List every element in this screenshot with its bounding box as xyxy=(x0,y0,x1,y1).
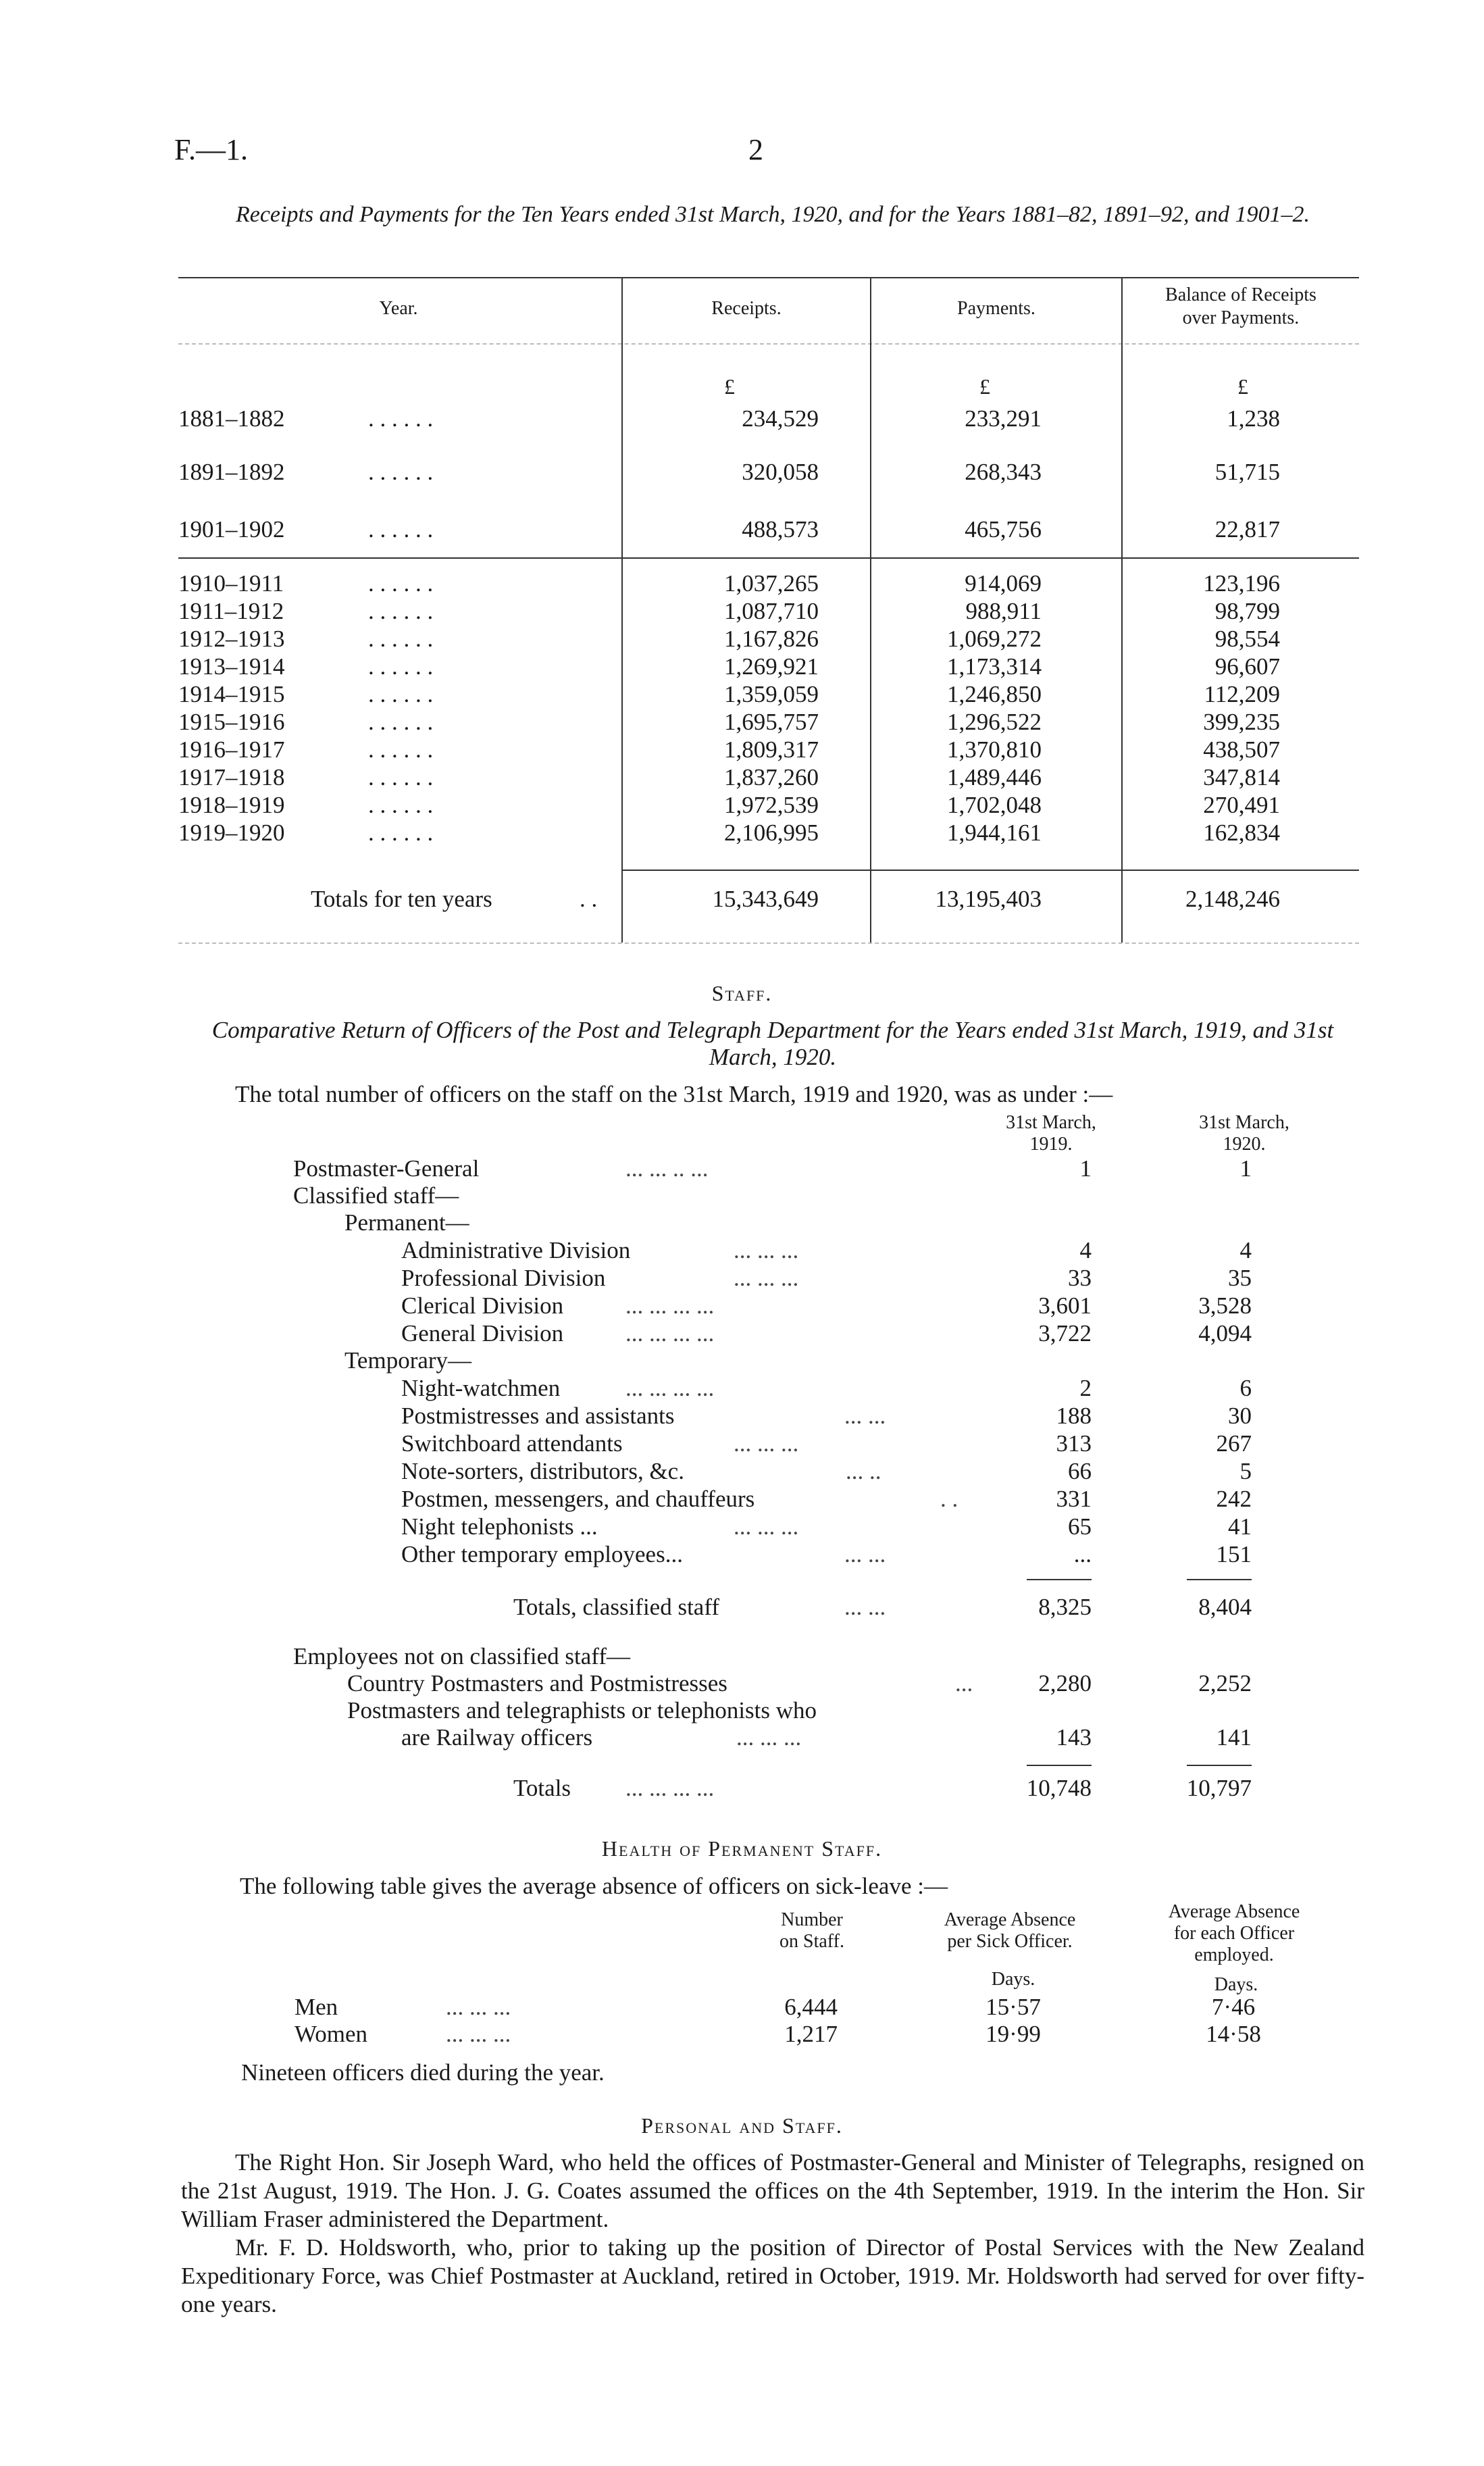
table-row xyxy=(0,819,1484,847)
dot-leader: . . . . . . xyxy=(368,820,434,846)
staff-group-label xyxy=(0,1642,1484,1671)
value-1919: ... xyxy=(1073,1541,1092,1567)
value-1920: 4 xyxy=(1239,1237,1252,1263)
dot-leader: . . . . . . xyxy=(368,792,434,818)
col-header-1920 xyxy=(1183,1112,1305,1155)
value-1919: 2,280 xyxy=(1038,1670,1092,1696)
balance-cell: 123,196 xyxy=(1203,570,1280,597)
balance-cell: 1,238 xyxy=(1227,405,1280,432)
year-cell: 1901–1902 xyxy=(178,516,285,543)
year-cell: 1915–1916 xyxy=(178,709,285,735)
payments-cell: 1,702,048 xyxy=(947,792,1042,818)
dot-leader: . . . . . . xyxy=(368,459,434,485)
payments-cell: 988,911 xyxy=(965,598,1042,624)
dot-leader: ... ... xyxy=(844,1594,886,1620)
balance-cell: 270,491 xyxy=(1203,792,1280,818)
col-header-year: Year. xyxy=(379,298,418,319)
dot-leader: ... ... xyxy=(844,1541,886,1567)
staff-row xyxy=(0,1540,1484,1569)
page-number: 2 xyxy=(748,133,763,166)
value-1920: 6 xyxy=(1239,1375,1252,1401)
payments-cell: 268,343 xyxy=(965,459,1042,485)
dot-leader: ... ... ... ... xyxy=(625,1375,715,1401)
dot-leader: ... ... .. ... xyxy=(625,1155,709,1182)
balance-cell: 96,607 xyxy=(1214,653,1280,680)
temporary-label: Temporary— xyxy=(344,1347,472,1374)
payments-cell: 1,246,850 xyxy=(947,681,1042,707)
staff-row xyxy=(0,1155,1484,1183)
personal-paragraph-2: Mr. F. D. Holdsworth, who, prior to taking up the position of Director of Postal Services with the New Zealand Expeditionary Force, was Chief Postmaster at Auckland, retired in October, 1919. Mr. Holdsworth had served for over fifty-one years. xyxy=(181,2234,1364,2317)
payments-cell: 1,069,272 xyxy=(947,626,1042,652)
receipts-cell: 1,809,317 xyxy=(724,736,819,763)
payments-cell: 1,944,161 xyxy=(947,820,1042,846)
staff-row xyxy=(0,1236,1484,1265)
col-header-avg-each-line1: Average Absence xyxy=(1168,1901,1300,1922)
staff-row-label: Postmistresses and assistants xyxy=(401,1403,675,1429)
dot-leader: . . . . . . xyxy=(368,598,434,624)
dot-leader: ... ... ... ... xyxy=(625,1292,715,1319)
value-1920: 2,252 xyxy=(1198,1670,1252,1696)
payments-cell: 233,291 xyxy=(965,405,1042,432)
col-header-avg-each xyxy=(1143,1901,1325,1966)
avg-absence-each: 14·58 xyxy=(1206,2021,1261,2047)
dot-leader: ... .. xyxy=(846,1458,881,1484)
staff-group-label xyxy=(0,1182,1484,1210)
dot-leader: . . . . . . xyxy=(368,681,434,707)
dot-leader: ... ... ... xyxy=(736,1724,802,1751)
avg-absence-sick: 19·99 xyxy=(986,2021,1041,2047)
year-cell: 1881–1882 xyxy=(178,405,285,432)
year-cell: 1910–1911 xyxy=(178,570,284,597)
table-top-rule xyxy=(178,277,1359,278)
staff-row-label: Switchboard attendants xyxy=(401,1430,623,1457)
health-row xyxy=(0,1993,1484,2021)
staff-total-row xyxy=(0,1593,1484,1621)
payments-cell: 1,173,314 xyxy=(947,653,1042,680)
staff-row xyxy=(0,1513,1484,1541)
dot-leader: ... ... ... xyxy=(734,1513,799,1540)
health-section-title: Health of Permanent Staff. xyxy=(601,1836,883,1861)
value-1920: 41 xyxy=(1228,1513,1252,1540)
staff-row-label: Other temporary employees... xyxy=(401,1541,683,1567)
staff-caption: Comparative Return of Officers of the Post and Telegraph Department for the Years ended 31st March, 1919, and 31st March, 1920. xyxy=(211,1017,1334,1070)
dot-leader: . . . . . . xyxy=(368,764,434,790)
health-intro: The following table gives the average absence of officers on sick-leave :— xyxy=(240,1873,948,1899)
col-header-1920-line1: 31st March, xyxy=(1199,1112,1289,1133)
receipts-cell: 488,573 xyxy=(742,516,819,543)
col-header-1919-line2: 1919. xyxy=(1029,1134,1073,1155)
balance-cell: 162,834 xyxy=(1203,820,1280,846)
col-header-1919-line1: 31st March, xyxy=(1006,1112,1096,1133)
col-header-number xyxy=(744,1909,879,1953)
staff-row xyxy=(0,1723,1484,1752)
avg-absence-each: 7·46 xyxy=(1211,1994,1256,2020)
staff-row xyxy=(0,1402,1484,1430)
staff-row-continued xyxy=(0,1696,1484,1725)
not-classified-label: Employees not on classified staff— xyxy=(293,1643,630,1669)
balance-cell: 438,507 xyxy=(1203,736,1280,763)
staff-row-label: Country Postmasters and Postmistresses xyxy=(347,1670,727,1696)
totals-top-rule xyxy=(621,870,1359,871)
year-cell: 1913–1914 xyxy=(178,653,285,680)
value-1920: 3,528 xyxy=(1198,1292,1252,1319)
balance-total: 2,148,246 xyxy=(1185,886,1280,912)
dot-leader: . . . . . . xyxy=(368,516,434,543)
payments-cell: 1,370,810 xyxy=(947,736,1042,763)
receipts-table-caption: Receipts and Payments for the Ten Years ended 31st March, 1920, and for the Years 1881–82, 1891–92, and 1901–2. xyxy=(235,202,1310,227)
value-1919: 1 xyxy=(1079,1155,1092,1182)
value-1919: 66 xyxy=(1068,1458,1092,1484)
col-header-avg-sick xyxy=(919,1909,1101,1953)
table-row xyxy=(0,515,1484,544)
staff-row-label: Clerical Division xyxy=(401,1292,564,1319)
col-header-1920-line2: 1920. xyxy=(1223,1134,1266,1155)
value-1919: 8,325 xyxy=(1038,1594,1092,1620)
col-header-balance-line2: over Payments. xyxy=(1182,307,1300,328)
table-row xyxy=(0,458,1484,486)
dot-leader: ... ... xyxy=(844,1403,886,1429)
staff-group-label xyxy=(0,1209,1484,1237)
total-rule-1920 xyxy=(1187,1765,1252,1766)
staff-row-label: Administrative Division xyxy=(401,1237,631,1263)
staff-row-label: Postmaster-General xyxy=(293,1155,480,1182)
table-row xyxy=(0,736,1484,764)
staff-row-label: Professional Division xyxy=(401,1265,606,1291)
total-rule-1919 xyxy=(1027,1765,1092,1766)
staff-row xyxy=(0,1292,1484,1320)
payments-cell: 1,489,446 xyxy=(947,764,1042,790)
col-header-avg-each-line3: employed. xyxy=(1194,1944,1274,1965)
col-header-balance xyxy=(1123,284,1359,330)
receipts-cell: 1,269,921 xyxy=(724,653,819,680)
number-on-staff: 1,217 xyxy=(784,2021,838,2047)
table-row xyxy=(0,653,1484,681)
totals-label: Totals for ten years xyxy=(311,886,492,912)
table-row xyxy=(0,570,1484,598)
table-row xyxy=(0,763,1484,792)
railway-label-line1: Postmasters and telegraphists or telephonists who xyxy=(347,1697,817,1723)
avg-absence-sick: 15·57 xyxy=(986,1994,1041,2020)
dot-leader: . . . . . . xyxy=(368,709,434,735)
days-label-each: Days. xyxy=(1214,1974,1258,1995)
table-row xyxy=(0,597,1484,626)
table-bottom-rule xyxy=(178,942,1359,944)
balance-cell: 399,235 xyxy=(1203,709,1280,735)
year-cell: 1912–1913 xyxy=(178,626,285,652)
year-cell: 1916–1917 xyxy=(178,736,285,763)
dot-leader: . . . . . . xyxy=(368,405,434,432)
year-cell: 1918–1919 xyxy=(178,792,285,818)
staff-row xyxy=(0,1669,1484,1698)
staff-row-label: Night-watchmen xyxy=(401,1375,561,1401)
balance-cell: 22,817 xyxy=(1214,516,1280,543)
receipts-cell: 2,106,995 xyxy=(724,820,819,846)
col-header-number-line1: Number xyxy=(781,1909,843,1930)
staff-row xyxy=(0,1485,1484,1513)
value-1920: 5 xyxy=(1239,1458,1252,1484)
header-bottom-rule xyxy=(178,343,1359,345)
balance-cell: 51,715 xyxy=(1214,459,1280,485)
payments-total: 13,195,403 xyxy=(935,886,1042,912)
unit-payments: £ xyxy=(979,374,990,399)
unit-receipts: £ xyxy=(724,374,735,399)
balance-cell: 347,814 xyxy=(1203,764,1280,790)
staff-row xyxy=(0,1457,1484,1486)
deaths-note: Nineteen officers died during the year. xyxy=(241,2059,605,2086)
value-1919: 10,748 xyxy=(1026,1775,1092,1801)
staff-intro: The total number of officers on the staff on the 31st March, 1919 and 1920, was as under :— xyxy=(235,1081,1113,1107)
balance-cell: 98,554 xyxy=(1214,626,1280,652)
health-row xyxy=(0,2020,1484,2048)
value-1920: 10,797 xyxy=(1186,1775,1252,1801)
payments-cell: 914,069 xyxy=(965,570,1042,597)
personal-paragraph-1: The Right Hon. Sir Joseph Ward, who held the offices of Postmaster-General and Minister of Telegraphs, resigned on the 21st August, 1919. The Hon. J. G. Coates assumed the offices on the 4th September, 1919. In the interim the Hon. Sir William Fraser administered the Department. xyxy=(181,2149,1364,2232)
staff-row-label: Note-sorters, distributors, &c. xyxy=(401,1458,684,1484)
dot-leader: . . xyxy=(940,1486,958,1512)
col-header-balance-line1: Balance of Receipts xyxy=(1165,284,1316,305)
early-years-bottom-rule xyxy=(178,557,1359,559)
staff-row xyxy=(0,1264,1484,1292)
value-1920: 1 xyxy=(1239,1155,1252,1182)
year-cell: 1917–1918 xyxy=(178,764,285,790)
dot-leader: . . xyxy=(580,886,598,912)
receipts-total: 15,343,649 xyxy=(712,886,819,912)
receipts-cell: 1,087,710 xyxy=(724,598,819,624)
value-1920: 35 xyxy=(1228,1265,1252,1291)
balance-cell: 98,799 xyxy=(1214,598,1280,624)
table-row xyxy=(0,680,1484,709)
dot-leader: . . . . . . xyxy=(368,653,434,680)
value-1920: 4,094 xyxy=(1198,1320,1252,1347)
value-1920: 242 xyxy=(1216,1486,1252,1512)
value-1919: 65 xyxy=(1068,1513,1092,1540)
subtotal-rule-1920 xyxy=(1187,1579,1252,1580)
health-row-label: Women xyxy=(295,2021,367,2047)
value-1919: 33 xyxy=(1068,1265,1092,1291)
staff-row xyxy=(0,1374,1484,1403)
value-1920: 267 xyxy=(1216,1430,1252,1457)
staff-row xyxy=(0,1319,1484,1348)
value-1919: 2 xyxy=(1079,1375,1092,1401)
dot-leader: ... ... ... xyxy=(734,1237,799,1263)
staff-row-label: Postmen, messengers, and chauffeurs xyxy=(401,1486,755,1512)
number-on-staff: 6,444 xyxy=(784,1994,838,2020)
col-header-avg-sick-line1: Average Absence xyxy=(944,1909,1076,1930)
col-header-1919 xyxy=(990,1112,1112,1155)
col-header-number-line2: on Staff. xyxy=(779,1931,844,1952)
year-cell: 1919–1920 xyxy=(178,820,285,846)
dot-leader: ... xyxy=(955,1670,973,1696)
table-row xyxy=(0,625,1484,653)
payments-cell: 1,296,522 xyxy=(947,709,1042,735)
receipts-cell: 1,695,757 xyxy=(724,709,819,735)
dot-leader: ... ... ... ... xyxy=(625,1775,715,1801)
personal-section-title: Personal and Staff. xyxy=(641,2113,843,2138)
value-1919: 4 xyxy=(1079,1237,1092,1263)
dot-leader: ... ... ... xyxy=(446,1994,511,2020)
table-row xyxy=(0,405,1484,433)
staff-group-label xyxy=(0,1347,1484,1375)
receipts-cell: 1,359,059 xyxy=(724,681,819,707)
unit-balance: £ xyxy=(1237,374,1248,399)
year-cell: 1914–1915 xyxy=(178,681,285,707)
year-cell: 1891–1892 xyxy=(178,459,285,485)
permanent-label: Permanent— xyxy=(344,1209,469,1236)
table-row xyxy=(0,791,1484,820)
value-1919: 3,601 xyxy=(1038,1292,1092,1319)
receipts-cell: 234,529 xyxy=(742,405,819,432)
dot-leader: ... ... ... xyxy=(734,1430,799,1457)
dot-leader: ... ... ... ... xyxy=(625,1320,715,1347)
staff-row-label: General Division xyxy=(401,1320,564,1347)
value-1919: 3,722 xyxy=(1038,1320,1092,1347)
staff-grand-total-row xyxy=(0,1774,1484,1803)
dot-leader: . . . . . . xyxy=(368,736,434,763)
staff-row-label: Totals xyxy=(513,1775,571,1801)
report-code: F.—1. xyxy=(174,133,248,166)
staff-row-label: are Railway officers xyxy=(401,1724,593,1751)
staff-row-label: Totals, classified staff xyxy=(513,1594,720,1620)
receipts-cell: 320,058 xyxy=(742,459,819,485)
payments-cell: 465,756 xyxy=(965,516,1042,543)
receipts-cell: 1,837,260 xyxy=(724,764,819,790)
staff-section-title: Staff. xyxy=(711,981,773,1005)
col-header-payments: Payments. xyxy=(957,298,1035,319)
value-1919: 331 xyxy=(1056,1486,1092,1512)
value-1919: 143 xyxy=(1056,1724,1092,1751)
dot-leader: ... ... ... xyxy=(734,1265,799,1291)
value-1920: 8,404 xyxy=(1198,1594,1252,1620)
classified-staff-label: Classified staff— xyxy=(293,1182,459,1209)
staff-row-label: Night telephonists ... xyxy=(401,1513,598,1540)
value-1919: 188 xyxy=(1056,1403,1092,1429)
value-1920: 30 xyxy=(1228,1403,1252,1429)
receipts-cell: 1,972,539 xyxy=(724,792,819,818)
value-1920: 151 xyxy=(1216,1541,1252,1567)
dot-leader: . . . . . . xyxy=(368,570,434,597)
col-header-receipts: Receipts. xyxy=(711,298,782,319)
col-header-avg-sick-line2: per Sick Officer. xyxy=(947,1931,1073,1952)
dot-leader: . . . . . . xyxy=(368,626,434,652)
table-row xyxy=(0,708,1484,736)
value-1919: 313 xyxy=(1056,1430,1092,1457)
totals-row xyxy=(0,885,1484,913)
staff-row xyxy=(0,1430,1484,1458)
dot-leader: ... ... ... xyxy=(446,2021,511,2047)
col-header-avg-each-line2: for each Officer xyxy=(1173,1923,1295,1944)
balance-cell: 112,209 xyxy=(1204,681,1280,707)
receipts-cell: 1,167,826 xyxy=(724,626,819,652)
value-1920: 141 xyxy=(1216,1724,1252,1751)
days-label-sick: Days. xyxy=(991,1969,1035,1990)
year-cell: 1911–1912 xyxy=(178,598,284,624)
subtotal-rule-1919 xyxy=(1027,1579,1092,1580)
receipts-cell: 1,037,265 xyxy=(724,570,819,597)
health-row-label: Men xyxy=(295,1994,338,2020)
